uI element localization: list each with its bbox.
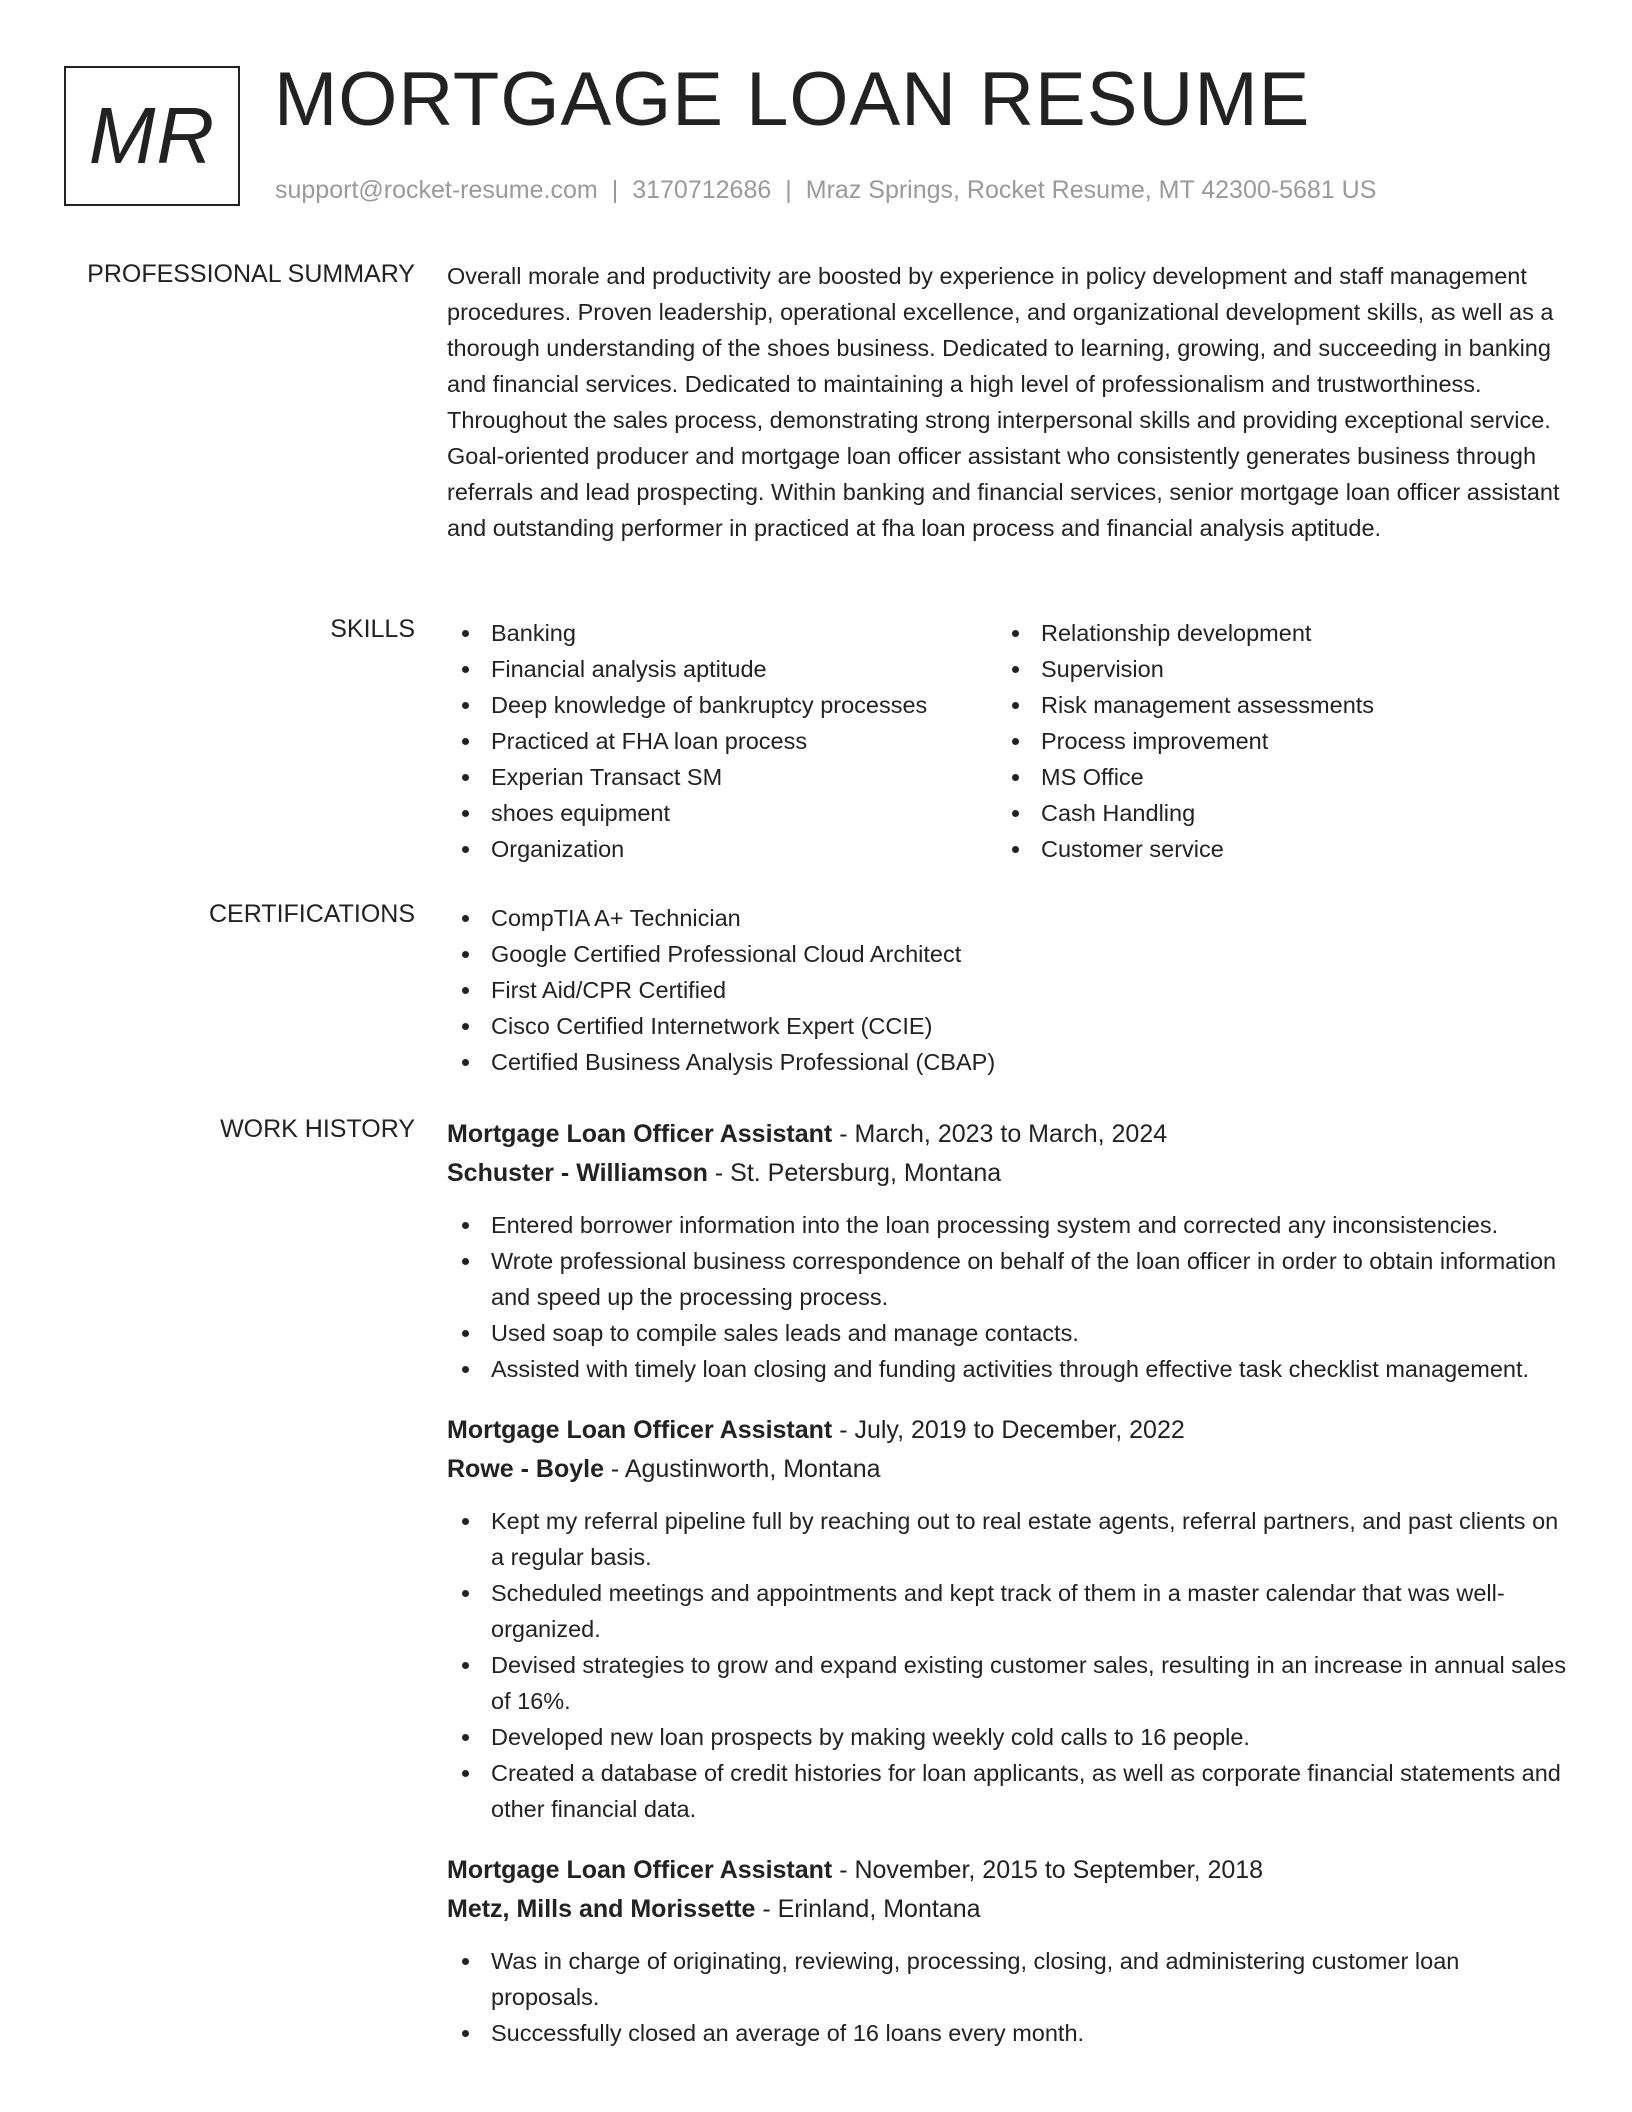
skill-item: Supervision — [997, 651, 1547, 687]
job-bullets — [447, 1207, 1572, 1387]
job-bullet: Developed new loan prospects by making weekly cold calls to 16 people. — [447, 1719, 1572, 1755]
job-bullet: Wrote professional business correspondence on behalf of the loan officer in order to obtain information and speed up the processing process. — [447, 1243, 1572, 1315]
resume-title: MORTGAGE LOAN RESUME — [274, 57, 1311, 142]
job-dates: - November, 2015 to September, 2018 — [832, 1856, 1264, 1884]
job-title-line — [447, 1851, 1572, 1890]
job-bullet: Created a database of credit histories for loan applicants, as well as corporate financial statements and other financial data. — [447, 1755, 1572, 1827]
job-title-line — [447, 1115, 1572, 1154]
job-bullet: Assisted with timely loan closing and funding activities through effective task checklist management. — [447, 1351, 1572, 1387]
job-company-line — [447, 1890, 1572, 1929]
skill-item: Experian Transact SM — [447, 759, 997, 795]
skills-list-right — [997, 615, 1547, 867]
contact-line — [275, 176, 1376, 205]
job-bullet: Used soap to compile sales leads and manage contacts. — [447, 1315, 1572, 1351]
job-bullet: Kept my referral pipeline full by reaching out to real estate agents, referral partners, and past clients on a regular basis. — [447, 1503, 1572, 1575]
job-company-line — [447, 1154, 1572, 1193]
skill-item: Banking — [447, 615, 997, 651]
certifications-list — [447, 900, 1572, 1080]
skill-item: Relationship development — [997, 615, 1547, 651]
skill-item: shoes equipment — [447, 795, 997, 831]
job-bullet: Scheduled meetings and appointments and kept track of them in a master calendar that was well-organized. — [447, 1575, 1572, 1647]
contact-address: Mraz Springs, Rocket Resume, MT 42300-5681 US — [805, 176, 1377, 204]
certification-item: Google Certified Professional Cloud Architect — [447, 936, 1572, 972]
job-company: Metz, Mills and Morissette — [447, 1895, 756, 1923]
skill-item: Cash Handling — [997, 795, 1547, 831]
work-history-label: WORK HISTORY — [220, 1115, 415, 1143]
certifications-body — [447, 900, 1572, 1080]
certification-item: Cisco Certified Internetwork Expert (CCIE) — [447, 1008, 1572, 1044]
job-company-line — [447, 1450, 1572, 1489]
skill-item: MS Office — [997, 759, 1547, 795]
job-dates: - March, 2023 to March, 2024 — [832, 1120, 1168, 1148]
summary-label: PROFESSIONAL SUMMARY — [87, 260, 415, 288]
job-bullet: Entered borrower information into the loan processing system and corrected any inconsistencies. — [447, 1207, 1572, 1243]
job-company: Rowe - Boyle — [447, 1455, 604, 1483]
job-bullet: Was in charge of originating, reviewing, processing, closing, and administering customer loan proposals. — [447, 1943, 1572, 2015]
certification-item: First Aid/CPR Certified — [447, 972, 1572, 1008]
skill-item: Organization — [447, 831, 997, 867]
skill-item: Practiced at FHA loan process — [447, 723, 997, 759]
certifications-label: CERTIFICATIONS — [208, 900, 415, 928]
skill-item: Deep knowledge of bankruptcy processes — [447, 687, 997, 723]
job-title: Mortgage Loan Officer Assistant — [447, 1120, 833, 1148]
skill-item: Risk management assessments — [997, 687, 1547, 723]
certification-item: CompTIA A+ Technician — [447, 900, 1572, 936]
job-bullet: Successfully closed an average of 16 loans every month. — [447, 2015, 1572, 2051]
skill-item: Process improvement — [997, 723, 1547, 759]
job-bullets — [447, 1503, 1572, 1827]
skills-list-left — [447, 615, 997, 867]
summary-text: Overall morale and productivity are boosted by experience in policy development and staff management procedures. Proven leadership, operational excellence, and organizational development skills, as well as a thorough understanding of the shoes business. Dedicated to learning, growing, and succeeding in banking and financial services. Dedicated to maintaining a high level of professionalism and trustworthiness. Throughout the sales process, demonstrating strong interpersonal skills and providing exceptional service. Goal-oriented producer and mortgage loan officer assistant who consistently generates business through referrals and lead prospecting. Within banking and financial services, senior mortgage loan officer assistant and outstanding performer in practiced at fha loan process and financial analysis aptitude. — [447, 263, 1560, 541]
job-dates: - July, 2019 to December, 2022 — [832, 1416, 1185, 1444]
job-title: Mortgage Loan Officer Assistant — [447, 1856, 833, 1884]
skills-body — [447, 615, 1572, 867]
job-entry — [447, 1851, 1572, 2051]
job-company: Schuster - Williamson — [447, 1159, 708, 1187]
job-bullets — [447, 1943, 1572, 2051]
summary-body — [447, 258, 1572, 546]
monogram-initials: MR — [88, 91, 216, 180]
job-bullet: Devised strategies to grow and expand existing customer sales, resulting in an increase in annual sales of 16%. — [447, 1647, 1572, 1719]
contact-email[interactable]: support@rocket-resume.com — [275, 176, 598, 204]
job-title: Mortgage Loan Officer Assistant — [447, 1416, 833, 1444]
job-entry — [447, 1115, 1572, 1387]
skill-item: Customer service — [997, 831, 1547, 867]
skills-label: SKILLS — [330, 615, 415, 643]
contact-phone[interactable]: 3170712686 — [632, 176, 772, 204]
job-location: - Agustinworth, Montana — [603, 1455, 881, 1483]
job-location: - St. Petersburg, Montana — [707, 1159, 1002, 1187]
certification-item: Certified Business Analysis Professional (CBAP) — [447, 1044, 1572, 1080]
monogram-box — [64, 66, 240, 206]
job-title-line — [447, 1411, 1572, 1450]
job-entry — [447, 1411, 1572, 1827]
skill-item: Financial analysis aptitude — [447, 651, 997, 687]
job-location: - Erinland, Montana — [755, 1895, 981, 1923]
work-history-body — [447, 1115, 1572, 2075]
contact-separator: | — [785, 176, 792, 204]
contact-separator: | — [611, 176, 619, 204]
